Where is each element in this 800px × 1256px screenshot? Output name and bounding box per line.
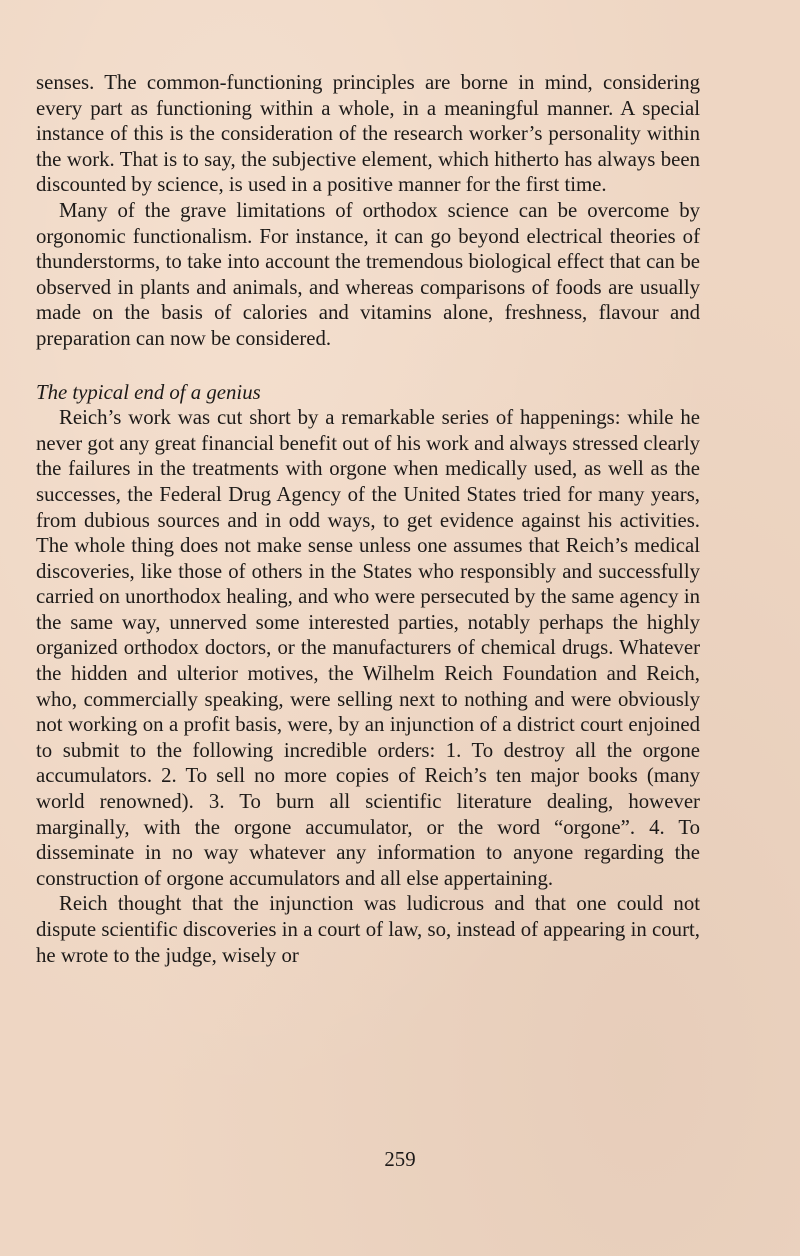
paragraph: senses. The common-functioning principles are borne in mind, considering every part as functioning within a whole, in a meaningful manner. A special instance of this is the consideration of the research worker’s personality within the work. That is to say, the subjective element, which hitherto has always been discounted by science, is used in a positive manner for the first time. [36, 71, 700, 197]
paragraph: Reich’s work was cut short by a remarkable series of happenings: while he never got any great financial benefit out of his work and always stressed clearly the failures in the treatments with orgone when medically used, as well as the successes, the Federal Drug Agency of the United States tried for many years, from dubious sources and in odd ways, to get evidence against his activities. The whole thing does not make sense unless one assumes that Reich’s medical discoveries, like those of others in the States who responsibly and successfully carried on unorthodox healing, and who were persecuted by the same agency in the same way, unnerved some interested parties, notably perhaps the highly organized orthodox doctors, or the manufacturers of chemical drugs. Whatever the hidden and ulterior motives, the Wilhelm Reich Foundation and Reich, who, commercially speaking, were selling next to nothing and were obviously not working on a profit basis, were, by an injunction of a district court enjoined to submit to the following incredible orders: 1. To destroy all the orgone accumulators. 2. To sell no more copies of Reich’s ten major books (many world renowned). 3. To burn all scientific literature dealing, however marginally, with the orgone accumulator, or the word “orgone”. 4. To disseminate in no way whatever any information to anyone regarding the construction of orgone accumulators and all else appertaining. [36, 406, 700, 890]
paragraph: Many of the grave limitations of orthodox science can be overcome by orgonomic functionalism. For instance, it can go beyond electrical theories of thunderstorms, to take into account the tremendous biological effect that can be observed in plants and animals, and whereas comparisons of foods are usually made on the basis of calories and vitamins alone, freshness, flavour and preparation can now be considered. [36, 198, 700, 350]
page-body [36, 70, 700, 968]
paragraph: Reich thought that the injunction was ludicrous and that one could not dispute scientific discoveries in a court of law, so, instead of appearing in court, he wrote to the judge, wisely or [36, 892, 700, 967]
section-heading: The typical end of a genius [36, 380, 261, 404]
page-number: 259 [384, 1148, 416, 1171]
